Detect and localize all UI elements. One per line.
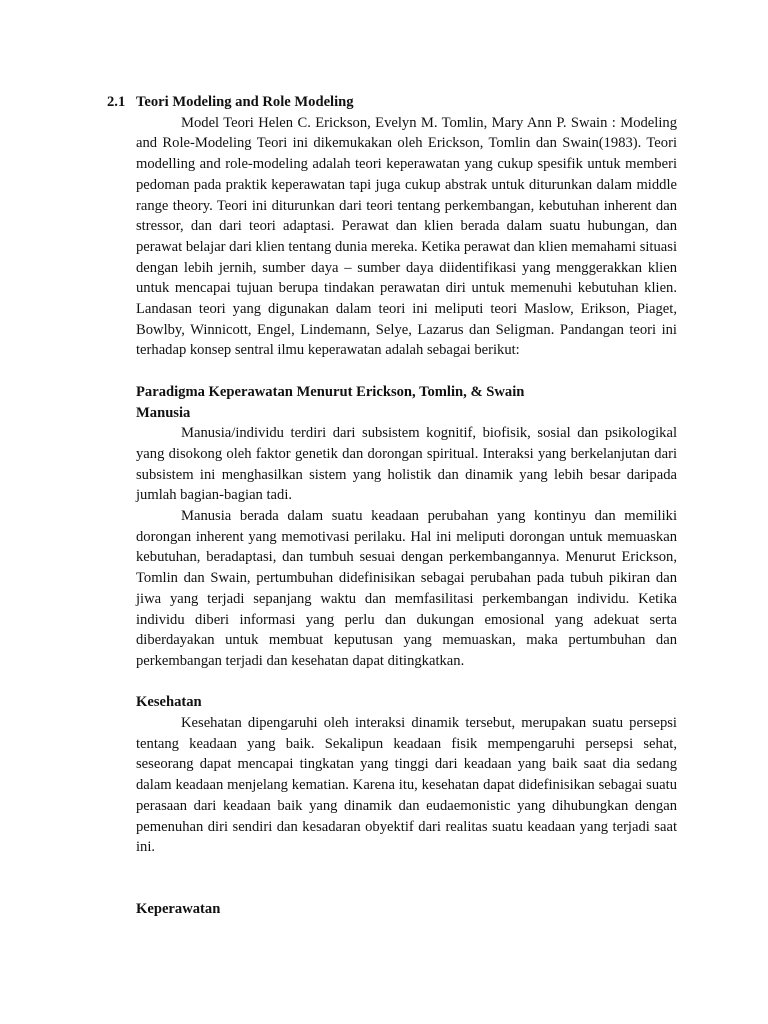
spacer [136,672,677,693]
section-heading [107,92,677,113]
section-number: 2.1 [107,94,126,110]
intro-paragraph: Model Teori Helen C. Erickson, Evelyn M. Tomlin, Mary Ann P. Swain : Modeling and Role-Modeling Teori ini dikemukakan oleh Erickson, Tomlin dan Swain(1983). Teori modelling and role-modeling adalah teori keperawatan yang cukup spesifik untuk memberi pedoman pada praktik keperawatan tapi juga cukup abstrak untuk diturunkan dalam middle range theory. Teori ini diturunkan dari teori tentang perkembangan, kebutuhan inherent dan stressor, dan dari teori adaptasi. Perawat dan klien berada dalam suatu hubungan, dan perawat belajar dari klien tentang dunia mereka. Ketika perawat dan klien memahami situasi dengan lebih jernih, sumber daya – sumber daya diidentifikasi yang menggerakkan klien untuk mencapai tujuan berupa tindakan perawatan diri untuk memenuhi kebutuhan klien. Landasan teori yang digunakan dalam teori ini meliputi teori Maslow, Erikson, Piaget, Bowlby, Winnicott, Engel, Lindemann, Selye, Lazarus dan Seligman. Pandangan teori ini terhadap konsep sentral ilmu keperawatan adalah sebagai berikut: [136,114,677,359]
section-title: Teori Modeling and Role Modeling [136,94,354,110]
manusia-heading: Manusia [136,404,191,421]
manusia-paragraph-2: Manusia berada dalam suatu keadaan perubahan yang kontinyu dan memiliki dorongan inherent yang memotivasi perilaku. Hal ini meliputi dorongan untuk memuaskan kebutuhan, beradaptasi, dan tumbuh sesuai dengan perkembangannya. Menurut Erickson, Tomlin dan Swain, pertumbuhan didefinisikan sebagai perubahan pada tubuh pikiran dan jiwa yang terjadi sepanjang waktu dan memfasilitasi perkembangan individu. Ketika individu diberi informasi yang perlu dan dukungan emosional yang adekuat serta diberdayakan untuk membuat keputusan yang memuaskan, maka pertumbuhan dan perkembangan terjadi dan kesehatan dapat ditingkatkan. [136,508,677,669]
kesehatan-heading: Kesehatan [136,694,202,711]
paradigma-heading: Paradigma Keperawatan Menurut Erickson, Tomlin, & Swain [136,383,525,400]
keperawatan-heading: Keperawatan [136,900,221,917]
spacer [136,858,677,899]
spacer [136,361,677,382]
kesehatan-paragraph: Kesehatan dipengaruhi oleh interaksi dinamik tersebut, merupakan suatu persepsi tentang keadaan yang baik. Sekalipun keadaan fisik mempengaruhi persepsi sehat, seseorang dapat mencapai tingkatan yang tinggi dari keadaan yang baik saat dia sedang dalam keadaan menjelang kematian. Karena itu, kesehatan dapat didefinisikan sebagai suatu perasaan dari keadaan baik yang dinamik dan eudaemonistic yang dihubungkan dengan pemenuhan diri sendiri dan kesadaran obyektif dari realitas suatu keadaan yang terjadi saat ini. [136,715,677,856]
manusia-paragraph-1: Manusia/individu terdiri dari subsistem kognitif, biofisik, sosial dan psikologikal yang disokong oleh faktor genetik dan dorongan spiritual. Interaksi yang berkelanjutan dari subsistem ini menghasilkan sistem yang holistik dan dinamik yang lebih besar daripada jumlah bagian-bagian tadi. [136,425,677,504]
document-body [107,92,677,920]
